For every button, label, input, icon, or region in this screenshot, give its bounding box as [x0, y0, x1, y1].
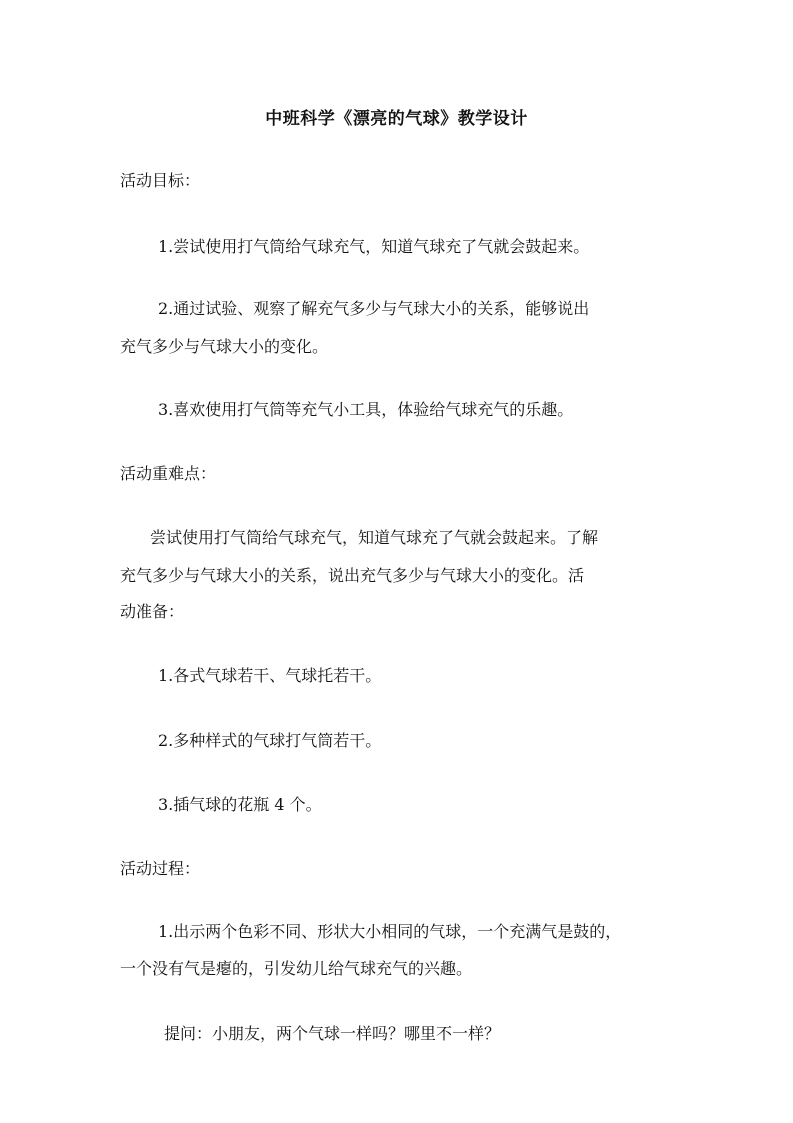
- goal-item-2-line-2: 充气多少与气球大小的变化。: [120, 337, 329, 356]
- document-title: 中班科学《漂亮的气球》教学设计: [265, 109, 528, 129]
- key-points-line-2: 充气多少与气球大小的关系，说出充气多少与气球大小的变化。活: [120, 566, 585, 585]
- key-points-line-3: 动准备：: [120, 602, 185, 621]
- section-heading-key-points: 活动重难点：: [120, 464, 217, 483]
- goal-item-3: 3.喜欢使用打气筒等充气小工具，体验给气球充气的乐趣。: [158, 400, 574, 419]
- preparation-item-3: 3.插气球的花瓶 4 个。: [158, 795, 322, 814]
- goal-item-1: 1.尝试使用打气筒给气球充气，知道气球充了气就会鼓起来。: [158, 237, 590, 256]
- goal-item-2-line-1: 2.通过试验、观察了解充气多少与气球大小的关系，能够说出: [158, 299, 590, 318]
- process-question: 提问：小朋友，两个气球一样吗？哪里不一样？: [164, 1024, 501, 1043]
- preparation-item-1: 1.各式气球若干、气球托若干。: [158, 666, 382, 685]
- preparation-item-2: 2.多种样式的气球打气筒若干。: [158, 731, 382, 750]
- process-item-1-line-2: 一个没有气是瘪的，引发幼儿给气球充气的兴趣。: [120, 959, 473, 978]
- key-points-line-1: 尝试使用打气筒给气球充气，知道气球充了气就会鼓起来。了解: [150, 528, 599, 547]
- section-heading-goals: 活动目标：: [120, 171, 201, 190]
- section-heading-process: 活动过程：: [120, 859, 201, 878]
- process-item-1-line-1: 1.出示两个色彩不同、形状大小相同的气球，一个充满气是鼓的，: [158, 922, 622, 941]
